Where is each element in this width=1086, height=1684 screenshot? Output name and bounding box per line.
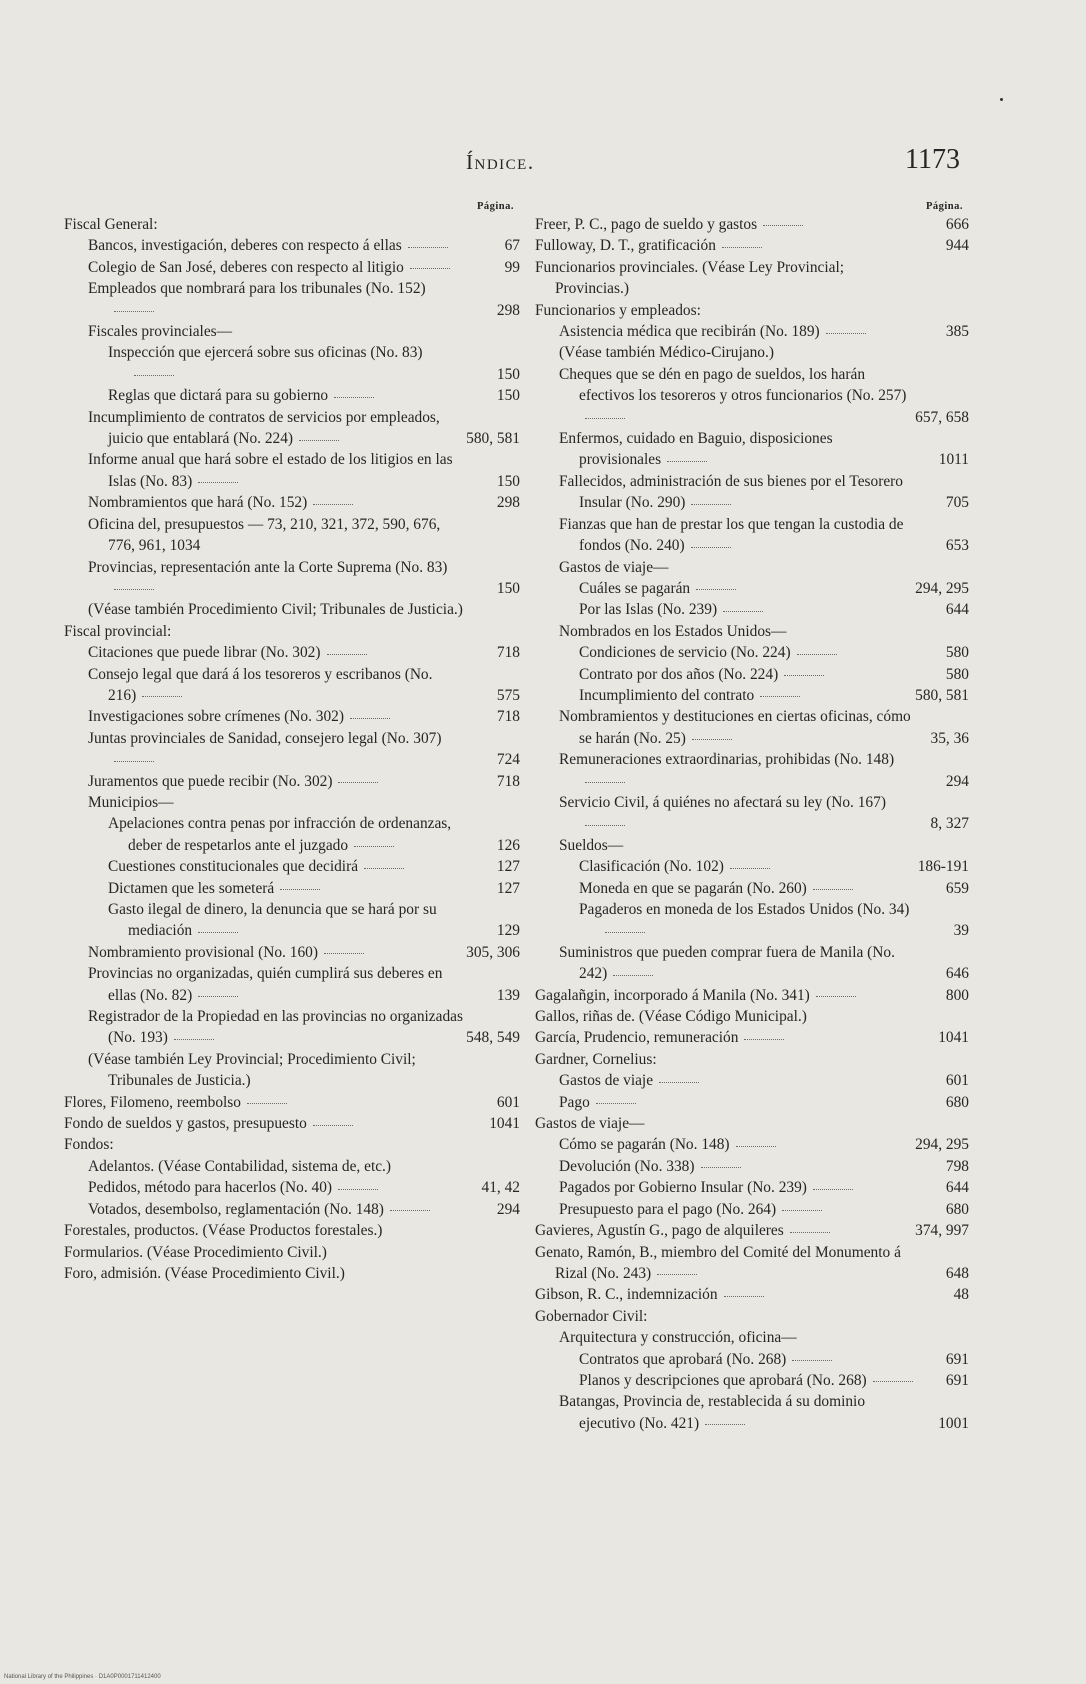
page-reference: 718 [496,772,520,790]
page-reference: 1001 [938,1414,969,1432]
index-entry-text: Colegio de San José, deberes con respecto al litigio [88,258,404,276]
index-entry [64,1220,520,1241]
index-entry-text: Fulloway, D. T., gratificación [535,237,716,255]
dot-leader [596,1102,636,1104]
scan-speck [1000,98,1003,101]
index-entry-text: Cuáles se pagarán [579,579,691,597]
index-entry [64,1134,520,1155]
index-entry-text: Oficina del, presupuestos — 73, 210, 321, 372, 590, 676, 776, 961, 1034 [88,515,441,555]
index-entry [535,685,969,706]
dot-leader [692,738,732,740]
dot-leader [198,995,238,997]
index-entry-text: Gavieres, Agustín G., pago de alquileres [535,1222,784,1240]
index-entry-text: Dictamen que les someterá [108,879,275,897]
pagina-label: Página. [476,201,514,212]
index-entry-text: Suministros que pueden comprar fuera de Manila (No. 242) [559,943,895,983]
index-entry-text: Flores, Filomeno, reembolso [64,1093,241,1111]
dot-leader [299,439,339,441]
index-entry-text: Reglas que dictará para su gobierno [108,387,329,405]
page-reference: 305, 306 [466,943,520,961]
index-entry [535,1156,969,1177]
index-entry [64,599,520,620]
index-entry [535,1092,969,1113]
page-reference: 580, 581 [915,686,969,704]
pagina-label: Página. [925,201,963,212]
index-entry-text: Cuestiones constitucionales que decidirá [108,858,359,876]
dot-leader [691,546,731,548]
index-entry-text: Funcionarios provinciales. (Véase Ley Provincial; Provincias.) [535,258,845,298]
page-reference: 646 [945,965,969,983]
page-reference: 705 [945,494,969,512]
index-entry-text: Investigaciones sobre crímenes (No. 302) [88,708,345,726]
page-reference: 691 [945,1350,969,1368]
page-reference: 691 [945,1371,969,1389]
index-entry [535,664,969,685]
index-entry [64,342,520,385]
index-entry [64,642,520,663]
dot-leader [813,1188,853,1190]
page-reference: 298 [496,301,520,319]
page-reference: 39 [953,922,969,940]
page-reference: 644 [945,601,969,619]
index-entry-text: Gardner, Cornelius: [535,1050,657,1068]
index-entry [535,878,969,899]
dot-leader [198,481,238,483]
index-entry [535,599,969,620]
dot-leader [784,674,824,676]
index-entry [535,471,969,514]
dot-leader [724,1295,764,1297]
index-entry-text: Gasto ilegal de dinero, la denuncia que se hará por su mediación [108,901,437,940]
index-entry [64,235,520,256]
dot-leader [657,1273,697,1275]
index-entry [535,321,969,342]
dot-leader [723,610,763,612]
page-reference: 41, 42 [481,1179,520,1197]
index-entry-text: Gobernador Civil: [535,1307,648,1325]
dot-leader [659,1081,699,1083]
index-entry-text: Moneda en que se pagarán (No. 260) [579,879,807,897]
index-entry [535,1070,969,1091]
page-reference: 129 [496,922,520,940]
index-entry [535,1220,969,1241]
index-entry [535,1391,969,1434]
index-entry [64,1092,520,1113]
index-entry-text: Remuneraciones extraordinarias, prohibidas (No. 148) [559,751,895,769]
page-reference: 298 [496,494,520,512]
dot-leader [114,588,154,590]
index-entry [64,878,520,899]
page-reference: 548, 549 [466,1029,520,1047]
index-entry [64,514,520,557]
index-entry-text: Empleados que nombrará para los tribunales (No. 152) [88,280,426,298]
index-entry [535,1027,969,1048]
page-reference: 580 [945,644,969,662]
index-entry [535,1177,969,1198]
index-entry-text: Pedidos, método para hacerlos (No. 40) [88,1179,333,1197]
index-entry [535,1049,969,1070]
index-entry-text: Planos y descripciones que aprobará (No. 268) [579,1371,867,1389]
index-entry [64,257,520,278]
index-entry [64,1113,520,1134]
index-entry-text: Formularios. (Véase Procedimiento Civil.) [64,1243,327,1261]
page-reference: 659 [945,879,969,897]
dot-leader [730,867,770,869]
page-reference: 35, 36 [930,729,969,747]
dot-leader [313,1124,353,1126]
page-reference: 653 [945,537,969,555]
index-entry [535,578,969,599]
index-entry-text: Gallos, riñas de. (Véase Código Municipal.) [535,1008,807,1026]
index-entry [64,214,520,235]
dot-leader [338,1188,378,1190]
index-entry [535,1284,969,1305]
index-entry [535,300,969,321]
page-reference: 657, 658 [915,408,969,426]
index-entry [64,407,520,450]
dot-leader [813,888,853,890]
index-entry [64,792,520,813]
index-entry [64,1049,520,1092]
index-column-right [535,200,969,1434]
index-entry-text: Consejo legal que dará á los tesoreros y escribanos (No. 216) [88,665,433,704]
page-reference: 150 [496,472,520,490]
dot-leader [691,503,731,505]
index-entry [64,706,520,727]
page-reference: 150 [496,387,520,405]
index-entry-text: Contratos que aprobará (No. 268) [579,1350,787,1368]
index-entry-text: Municipios— [88,793,174,811]
index-entry [535,1327,969,1348]
index-entry [64,621,520,642]
page-reference: 798 [945,1157,969,1175]
page-reference: 294 [496,1200,520,1218]
page-reference: 374, 997 [915,1222,969,1240]
dot-leader [667,460,707,462]
index-entry-text: Provincias, representación ante la Corte Suprema (No. 83) [88,558,448,576]
index-entry [535,342,969,363]
dot-leader [792,1359,832,1361]
page-reference: 385 [945,323,969,341]
dot-leader [873,1380,913,1382]
index-entry [64,1199,520,1220]
index-entry-text: Enfermos, cuidado en Baguio, disposiciones provisionales [559,430,833,469]
index-entry [64,492,520,513]
page-reference: 186-191 [917,858,969,876]
index-entry [64,557,520,600]
index-entry [535,942,969,985]
dot-leader [247,1102,287,1104]
dot-leader [324,952,364,954]
page-number: 1173 [905,144,960,175]
dot-leader [585,417,625,419]
index-entry [535,1306,969,1327]
index-entry-text: Cómo se pagarán (No. 148) [559,1136,730,1154]
page-reference: 800 [945,986,969,1004]
index-entry [64,385,520,406]
index-entry-text: Fiscal provincial: [64,622,172,640]
dot-leader [782,1209,822,1211]
index-column-left [64,200,520,1284]
page-reference: 294 [945,772,969,790]
index-entry-text: Fondo de sueldos y gastos, presupuesto [64,1115,307,1133]
dot-leader [585,781,625,783]
index-entry [64,1242,520,1263]
page-reference: 127 [496,858,520,876]
dot-leader [763,224,803,226]
dot-leader [736,1145,776,1147]
index-entry [535,985,969,1006]
dot-leader [174,1038,214,1040]
index-entry-text: Pago [559,1093,590,1111]
dot-leader [410,267,450,269]
index-entry-text: Adelantos. (Véase Contabilidad, sistema de, etc.) [88,1157,392,1175]
index-entry-text: Gastos de viaje— [535,1115,645,1133]
page-reference: 67 [504,237,520,255]
dot-leader [760,695,800,697]
index-entry-text: Por las Islas (No. 239) [579,601,718,619]
index-entry-text: Fianzas que han de prestar los que tengan la custodia de fondos (No. 240) [559,515,904,555]
index-entry [535,1242,969,1285]
index-entry [64,449,520,492]
dot-leader [722,246,762,248]
index-entry-text: Provincias no organizadas, quién cumplirá sus deberes en ellas (No. 82) [88,965,443,1004]
index-entry-text: Clasificación (No. 102) [579,858,724,876]
page-reference: 48 [953,1286,969,1304]
index-entry [535,364,969,428]
dot-leader [390,1209,430,1211]
index-entry-text: Funcionarios y empleados: [535,301,701,319]
page-header [0,144,1086,188]
index-entry [535,557,969,578]
index-entry-text: Devolución (No. 338) [559,1157,695,1175]
index-entry [64,1156,520,1177]
index-entry-text: Registrador de la Propiedad en las provincias no organizadas (No. 193) [88,1008,463,1047]
dot-leader [605,931,645,933]
index-entry [535,1370,969,1391]
index-entry-text: Contrato por dos años (No. 224) [579,665,779,683]
page-reference: 718 [496,644,520,662]
page-reference: 601 [496,1093,520,1111]
page-reference: 139 [496,986,520,1004]
dot-leader [797,653,837,655]
page-reference: 601 [945,1072,969,1090]
dot-leader [338,781,378,783]
dot-leader [705,1423,745,1425]
index-entry-text: Bancos, investigación, deberes con respecto á ellas [88,237,402,255]
dot-leader [364,867,404,869]
index-entry [64,278,520,321]
dot-leader [585,824,625,826]
index-entry [535,749,969,792]
dot-leader [744,1038,784,1040]
index-entry-text: Informe anual que hará sobre el estado de los litigios en las Islas (No. 83) [88,451,453,490]
index-entry-text: Votados, desembolso, reglamentación (No. 148) [88,1200,384,1218]
index-entry-text: Pagados por Gobierno Insular (No. 239) [559,1179,807,1197]
index-entry-text: Fondos: [64,1136,114,1154]
dot-leader [142,695,182,697]
dot-leader [334,396,374,398]
index-entry-text: Incumplimiento del contrato [579,686,755,704]
page-reference: 575 [496,686,520,704]
dot-leader [198,931,238,933]
index-entry-text: Fiscales provinciales— [88,323,233,341]
index-entry [64,1263,520,1284]
page-reference: 1011 [938,451,969,469]
page-reference: 294, 295 [915,1136,969,1154]
index-entry-text: Fiscal General: [64,216,158,233]
index-entry [535,428,969,471]
dot-leader [354,845,394,847]
index-entry-text: Foro, admisión. (Véase Procedimiento Civil.) [64,1264,345,1282]
index-entry-text: Cheques que se dén en pago de sueldos, los harán efectivos los tesoreros y otros funcionarios (No. 257) [559,365,907,405]
index-entry [64,942,520,963]
dot-leader [280,888,320,890]
index-entry [535,621,969,642]
index-entry [64,899,520,942]
index-entry [64,963,520,1006]
index-entry-text: Arquitectura y construcción, oficina— [559,1329,797,1347]
index-entry [64,813,520,856]
page-reference: 8, 327 [930,815,969,833]
index-entry [535,257,969,300]
dot-leader [701,1166,741,1168]
index-entry-text: García, Prudencio, remuneración [535,1029,739,1047]
index-entry [535,1199,969,1220]
index-entry [535,856,969,877]
index-entry-text: (Véase también Médico-Cirujano.) [559,344,774,362]
page-reference: 150 [496,365,520,383]
index-entry-text: Nombrados en los Estados Unidos— [559,622,787,640]
index-entry [64,771,520,792]
index-entry [535,899,969,942]
index-entry [64,664,520,707]
dot-leader [114,310,154,312]
index-entry-text: Gastos de viaje [559,1072,654,1090]
index-entry-text: Gagalañgin, incorporado á Manila (No. 341) [535,986,810,1004]
index-entry-text: Sueldos— [559,836,624,854]
dot-leader [350,717,390,719]
index-entry-text: Nombramientos que hará (No. 152) [88,494,308,512]
index-entry-text: Incumplimiento de contratos de servicios por empleados, juicio que entablará (No. 224) [88,408,440,448]
page-reference: 644 [945,1179,969,1197]
index-entry [535,1113,969,1134]
index-entry [535,235,969,256]
index-entry-text: Juramentos que puede recibir (No. 302) [88,772,333,790]
page-reference: 1041 [938,1029,969,1047]
index-entry-text: Servicio Civil, á quiénes no afectará su ley (No. 167) [559,793,886,811]
index-entry-text: (Véase también Ley Provincial; Procedimiento Civil; Tribunales de Justicia.) [88,1050,416,1090]
index-entry-text: Inspección que ejercerá sobre sus oficinas (No. 83) [108,344,423,362]
dot-leader [826,332,866,334]
index-entry [535,792,969,835]
page-reference: 648 [945,1264,969,1282]
page-reference: 1041 [489,1115,520,1133]
page-reference: 724 [496,751,520,769]
running-title: Índice. [466,150,535,174]
index-entry [64,728,520,771]
index-entry [535,1006,969,1027]
index-entry-text: Forestales, productos. (Véase Productos forestales.) [64,1222,383,1240]
index-entry-text: Gastos de viaje— [559,558,669,576]
index-entry-text: (Véase también Procedimiento Civil; Tribunales de Justicia.) [88,601,463,619]
dot-leader [114,760,154,762]
index-entry-text: Citaciones que puede librar (No. 302) [88,644,321,662]
page-reference: 718 [496,708,520,726]
page-reference: 944 [945,237,969,255]
dot-leader [313,503,353,505]
index-entry-text: Batangas, Provincia de, restablecida á su dominio ejecutivo (No. 421) [559,1393,866,1432]
dot-leader [327,653,367,655]
index-entry-text: Nombramientos y destituciones en ciertas oficinas, cómo se harán (No. 25) [559,708,911,747]
index-entry [64,1177,520,1198]
dot-leader [134,374,174,376]
index-entry-text: Gibson, R. C., indemnización [535,1286,718,1304]
dot-leader [408,246,448,248]
index-entry [535,1134,969,1155]
dot-leader [613,974,653,976]
index-entry-text: Apelaciones contra penas por infracción de ordenanzas, deber de respetarlos ante el juzgado [108,815,452,854]
index-entry [535,642,969,663]
index-entry-text: Condiciones de servicio (No. 224) [579,644,791,662]
index-entry-text: Pagaderos en moneda de los Estados Unidos (No. 34) [579,901,910,918]
index-entry-text: Freer, P. C., pago de sueldo y gastos [535,216,758,233]
page-reference: 126 [496,836,520,854]
page-reference: 680 [945,1200,969,1218]
page-reference: 680 [945,1093,969,1111]
page-reference: 294, 295 [915,579,969,597]
page-reference: 666 [945,216,969,233]
page-reference: 580 [945,665,969,683]
index-entry [535,706,969,749]
index-entry-text: Genato, Ramón, B., miembro del Comité del Monumento á Rizal (No. 243) [535,1243,901,1282]
index-entry [64,1006,520,1049]
dot-leader [790,1231,830,1233]
index-entry [64,856,520,877]
index-entry [535,835,969,856]
index-entry-text: Presupuesto para el pago (No. 264) [559,1200,777,1218]
index-entry-text: Nombramiento provisional (No. 160) [88,943,318,961]
index-entry [64,321,520,342]
index-entry-text: Juntas provinciales de Sanidad, consejero legal (No. 307) [88,729,442,747]
index-entry-text: Asistencia médica que recibirán (No. 189) [559,323,820,341]
index-entry [535,214,969,235]
dot-leader [816,995,856,997]
index-entry [535,1349,969,1370]
page-reference: 127 [496,879,520,897]
page-reference: 580, 581 [466,430,520,448]
dot-leader [696,588,736,590]
library-credit: National Library of the Philippines · D1A0P0001711412400 [4,1674,161,1680]
index-entry-text: Fallecidos, administración de sus bienes por el Tesorero Insular (No. 290) [559,472,903,512]
page-reference: 150 [496,579,520,597]
page-reference: 99 [504,258,520,276]
index-entry [535,514,969,557]
